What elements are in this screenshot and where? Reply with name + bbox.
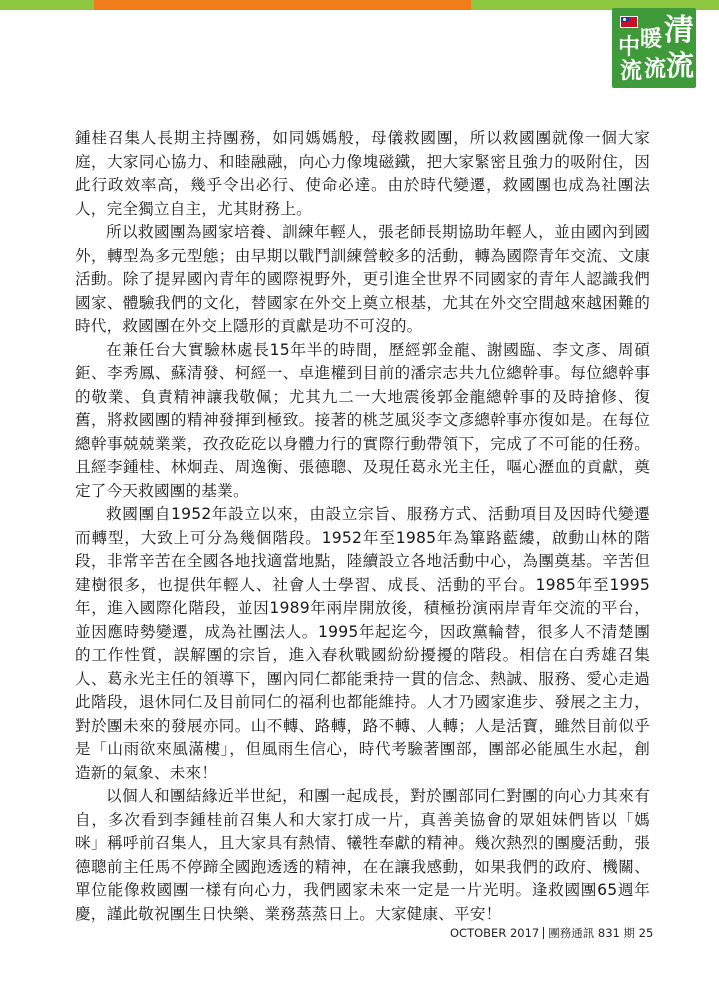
page-number: 25 xyxy=(638,926,654,940)
paragraph: 救國團自1952年設立以來，由設立宗旨、服務方式、活動項目及因時代變遷而轉型，大致上可分為幾個階段。1952年至1985年為篳路藍縷，啟動山林的階段，非常辛苦在全國各地找適當地點，陸續設立各地活動中心，為團奠基。辛苦但建樹很多，也提供年輕人、社會人士學習、成長、活動的平台。1985年至1995年，進入國際化階段，並因1989年兩岸開放後，積極扮演兩岸青年交流的平台，並因應時勢變遷，成為社團法人。1995年起迄今，因政黨輪替，很多人不清楚團的工作性質，誤解團的宗旨，進入春秋戰國紛紛擾擾的階段。相信在白秀雄召集人、葛永光主任的領導下，團內同仁都能秉持一貫的信念、熱誠、服務、愛心走過此階段，退休同仁及目前同仁的福利也都能維持。人才乃國家進步、發展之主力，對於團未來的發展亦同。山不轉、路轉，路不轉、人轉；人是活寶，雖然目前似乎是「山雨欲來風滿樓」，但風雨生信心，時代考驗著團部，團部必能風生水起，創造新的氣象、未來！ xyxy=(75,505,650,782)
article-body xyxy=(75,127,650,926)
page-footer xyxy=(450,925,654,941)
paragraph: 在兼任台大實驗林處長15年半的時間，歷經郭金龍、謝國臨、李文彥、周碩鉅、李秀鳳、蘇清發、柯經一、卓進權到目前的潘宗志共九位總幹事。每位總幹事的敬業、負責精神讓我敬佩；尤其九二一大地震後郭金龍總幹事的及時搶修、復舊，將救國團的精神發揮到極致。接著的桃芝風災李文彥總幹事亦復如是。在每位總幹事兢兢業業，孜孜矻矻以身體力行的實際行動帶領下，完成了不可能的任務。且經李鍾桂、林炯垚、周逸衡、張德聰、及現任葛永光主任，嘔心瀝血的貢獻，奠定了今天救國團的基業。 xyxy=(75,340,650,500)
footer-date: OCTOBER 2017 xyxy=(450,926,540,940)
top-bar-orange xyxy=(94,0,471,10)
flag-icon xyxy=(620,16,638,28)
logo-char: 清 xyxy=(664,13,694,48)
footer-publication: 團務通訊 831 期 xyxy=(548,926,635,940)
logo-char: 暖 xyxy=(640,26,663,52)
logo-char: 中 xyxy=(618,34,641,60)
paragraph: 以個人和團結緣近半世紀，和團一起成長，對於團部同仁對團的向心力其來有自，多次看到李鍾桂前召集人和大家打成一片，真善美協會的眾姐妹們皆以「媽咪」稱呼前召集人，且大家具有熱情、犧牲奉獻的精神。幾次熱烈的團慶活動，張德聰前主任馬不停蹄全國跑透透的精神，在在讓我感動，如果我們的政府、機關、單位能像救國團一樣有向心力，我們國家未來一定是一片光明。逢救國團65週年慶，謹此敬祝團生日快樂、業務蒸蒸日上。大家健康、平安！ xyxy=(75,787,650,923)
magazine-logo xyxy=(612,8,696,88)
logo-char: 流 xyxy=(620,58,643,84)
paragraph: 所以救國團為國家培養、訓練年輕人，張老師長期協助年輕人，並由國內到國外，轉型為多元型態；由早期以戰鬥訓練營較多的活動，轉為國際青年交流、文康活動。除了提昇國內青年的國際視野外，更引進全世界不同國家的青年人認識我們國家、體驗我們的文化，替國家在外交上奠立根基，尤其在外交空間越來越困難的時代，救國團在外交上隱形的貢獻是功不可沒的。 xyxy=(75,223,650,335)
logo-char: 流 xyxy=(644,56,667,82)
logo-char: 流 xyxy=(666,49,695,82)
footer-divider xyxy=(543,927,544,939)
top-bar-green-left xyxy=(0,0,94,10)
paragraph: 鍾桂召集人長期主持團務，如同媽媽般，母儀救國團，所以救國團就像一個大家庭，大家同心協力、和睦融融，向心力像塊磁鐵，把大家緊密且強力的吸附住，因此行政效率高，幾乎令出必行、使命必達。由於時代變遷，救國團也成為社團法人，完全獨立自主，尤其財務上。 xyxy=(75,129,650,218)
